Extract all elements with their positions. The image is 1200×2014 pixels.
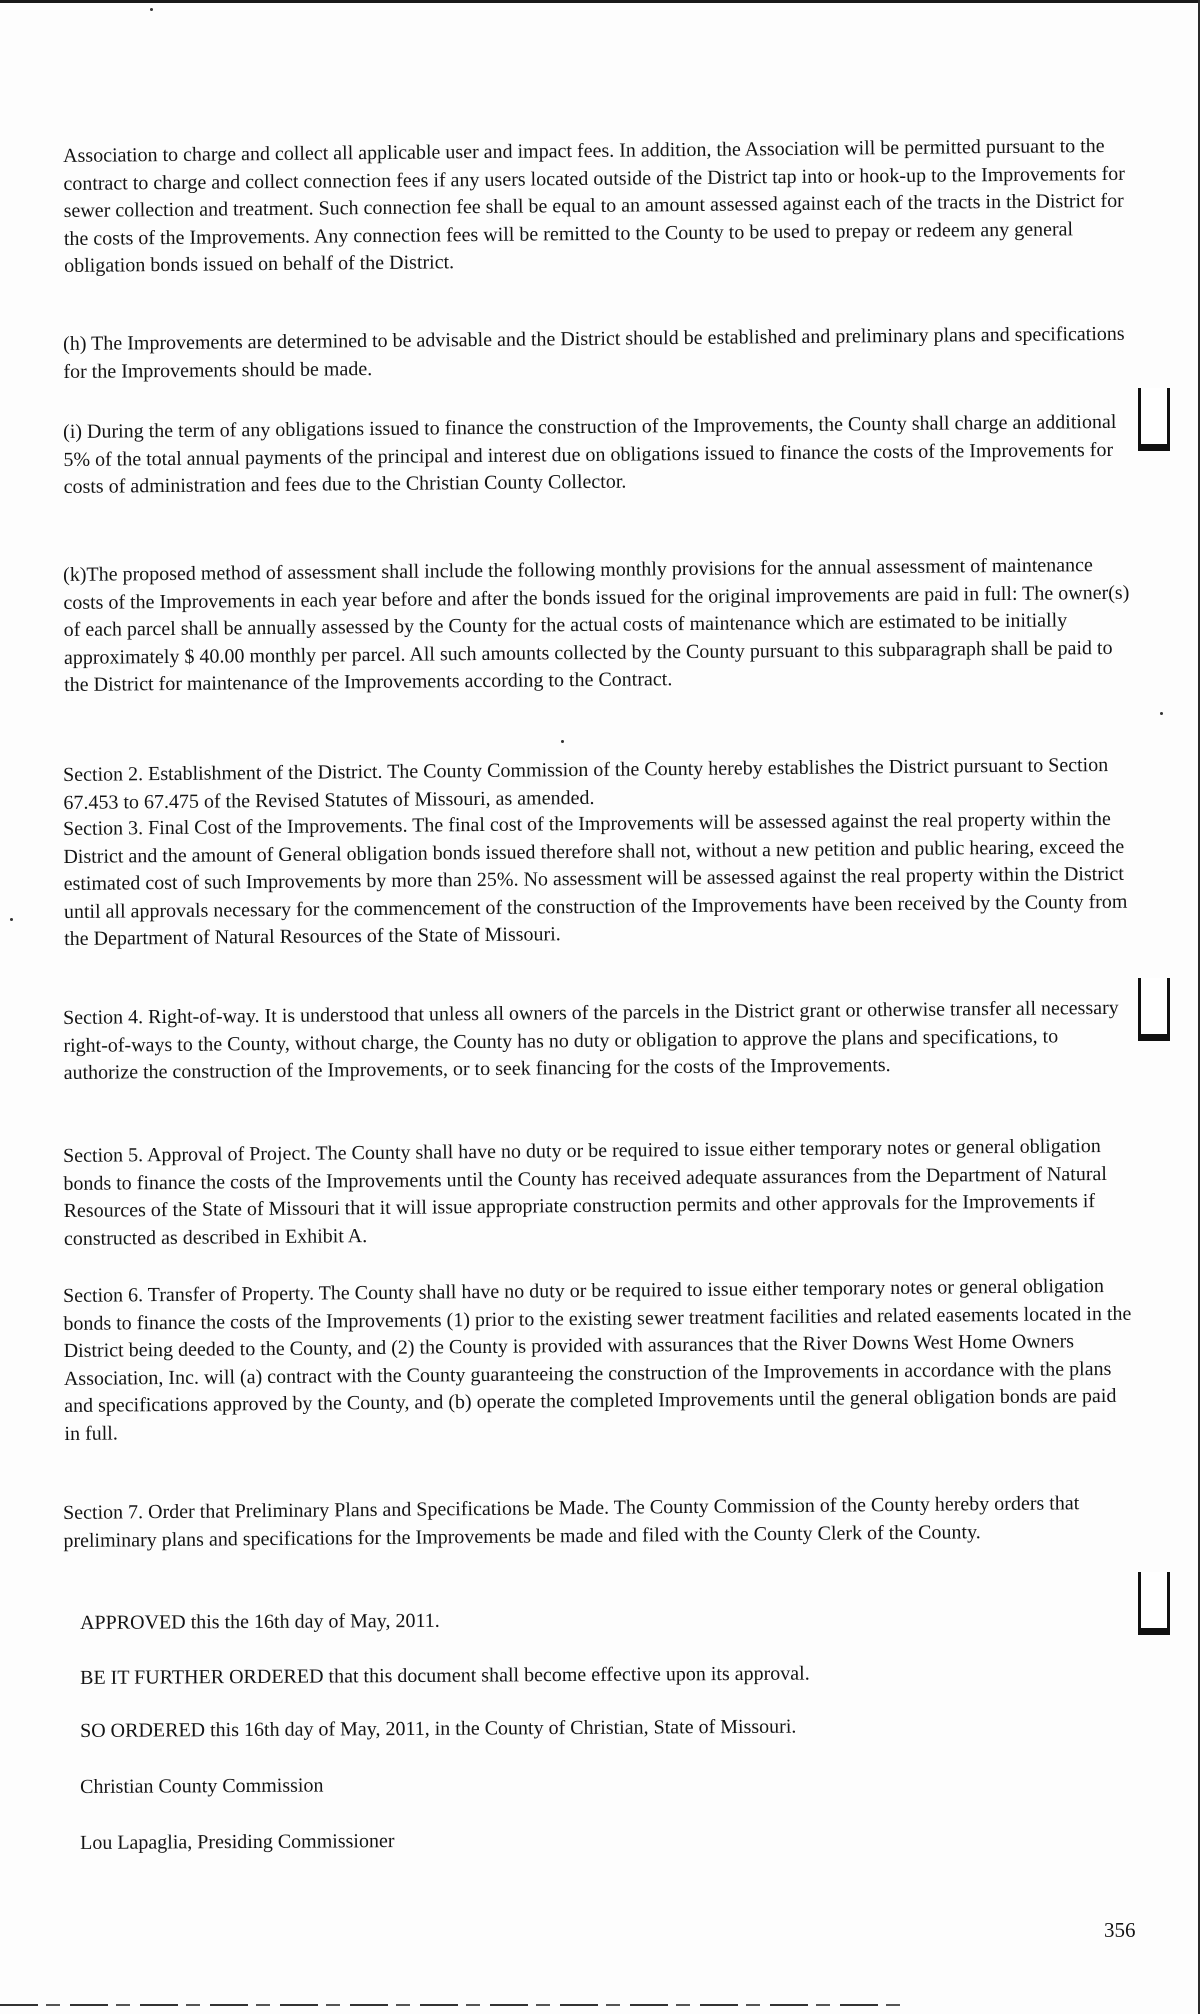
- scan-edge-bottom: [0, 2004, 900, 2006]
- paragraph-text: Association to charge and collect all applicable user and impact fees. In addition, the Association will be permitted pursuant to the contract to charge and collect connection fees if any users located outside of the District tap into or hook-up to the Improvements for sewer collection and treatment. Such connection fee shall be equal to an amount assessed against each of the tracts in the District for the costs of the Improvements. Any connection fees will be remitted to the County to be used to prepay or redeem any general obligation bonds issued on behalf of the District.: [63, 135, 1125, 277]
- paragraph-text: (k)The proposed method of assessment shall include the following monthly provisions for the annual assessment of maintenance costs of the Improvements in each year before and after the bonds issued for the original improvements are paid in full: The owner(s) of each parcel shall be annually assessed by the County for the actual costs of maintenance which are estimated to be initially approximately $ 40.00 monthly per parcel. All such amounts collected by the County pursuant to this subparagraph shall be paid to the District for maintenance of the Improvements according to the Contract.: [63, 554, 1130, 696]
- paragraph-association-fees: [63, 135, 1133, 281]
- section-5: [63, 1135, 1133, 1253]
- paragraph-text: Section 3. Final Cost of the Improvements. The final cost of the Improvements will be assessed against the real property within the District and the amount of General obligation bonds issued therefore shall not, without a new petition and public hearing, exceed the estimated cost of such Improvements by more than 25%. No assessment will be assessed against the real property within the District until all approvals necessary for the commencement of the construction of the Improvements have been received by the County from the Department of Natural Resources of the State of Missouri.: [63, 807, 1128, 950]
- paragraph-text: APPROVED this the 16th day of May, 2011.: [80, 1609, 440, 1634]
- section-4: [63, 996, 1133, 1088]
- paragraph-text: Section 7. Order that Preliminary Plans and Specifications be Made. The County Commission of the County hereby orders that preliminary plans and specifications for the Improvements be made and filed with the County Clerk of the County.: [63, 1492, 1080, 1552]
- paragraph-k: [63, 554, 1133, 700]
- paragraph-i: [63, 410, 1133, 502]
- scan-edge-top: [0, 0, 1200, 3]
- paragraph-text: Section 6. Transfer of Property. The County shall have no duty or be required to issue either temporary notes or general obligation bonds to finance the costs of the Improvements (1) prior to the existing sewer treatment facilities and related easements located in the District being deeded to the County, and (2) the County is provided with assurances that the River Downs West Home Owners Association, Inc. will (a) contract with the County guaranteeing the construction of the Improvements in accordance with the plans and specifications approved by the County, and (b) operate the completed Improvements until the general obligation bonds are paid in full.: [63, 1275, 1132, 1445]
- commission-name: [80, 1774, 1150, 1802]
- binder-clip-mark: [1138, 978, 1170, 1041]
- paragraph-text: BE IT FURTHER ORDERED that this document shall become effective upon its approval.: [80, 1662, 810, 1689]
- paragraph-text: SO ORDERED this 16th day of May, 2011, in the County of Christian, State of Missouri.: [80, 1715, 797, 1742]
- paragraph-text: Section 2. Establishment of the District. The County Commission of the County hereby establishes the District pursuant to Section 67.453 to 67.475 of the Revised Statutes of Missouri, as amended.: [63, 753, 1109, 814]
- scan-speck: [1160, 712, 1163, 715]
- paragraph-text: (i) During the term of any obligations issued to finance the construction of the Improvements, the County shall charge an additional 5% of the total annual payments of the principal and interest due on obligations issued to finance the costs of the Improvements for costs of administration and fees due to the Christian County Collector.: [63, 410, 1117, 498]
- scan-speck: [150, 8, 153, 11]
- paragraph-text: (h) The Improvements are determined to be advisable and the District should be established and preliminary plans and specifications for the Improvements should be made.: [63, 322, 1125, 383]
- section-6: [63, 1275, 1133, 1448]
- further-ordered-line: [80, 1662, 1150, 1693]
- paragraph-text: Section 4. Right-of-way. It is understood that unless all owners of the parcels in the District grant or otherwise transfer all necessary right-of-ways to the County, without charge, the County has no duty or obligation to approve the plans and specifications, to authorize the construction of the Improvements, or to seek financing for the costs of the Improvements.: [63, 996, 1119, 1084]
- scan-speck: [561, 740, 564, 743]
- paragraph-text: Christian County Commission: [80, 1774, 324, 1798]
- signatory-line: [80, 1830, 1150, 1858]
- paragraph-h: [63, 322, 1133, 386]
- approved-line: [80, 1610, 1150, 1638]
- paragraph-text: Section 5. Approval of Project. The County shall have no duty or be required to issue either temporary notes or general obligation bonds to finance the costs of the Improvements until the County has received adequate assurances from the Department of Natural Resources of the State of Missouri that it will issue appropriate construction permits and other approvals for the Improvements if constructed as described in Exhibit A.: [63, 1135, 1108, 1250]
- page-number: 356: [1104, 1918, 1136, 1942]
- scan-speck: [10, 918, 13, 921]
- section-7: [63, 1492, 1133, 1555]
- so-ordered-line: [80, 1715, 1150, 1746]
- section-3: [63, 807, 1133, 954]
- paragraph-text: Lou Lapaglia, Presiding Commissioner: [80, 1830, 395, 1854]
- binder-clip-mark: [1138, 388, 1170, 451]
